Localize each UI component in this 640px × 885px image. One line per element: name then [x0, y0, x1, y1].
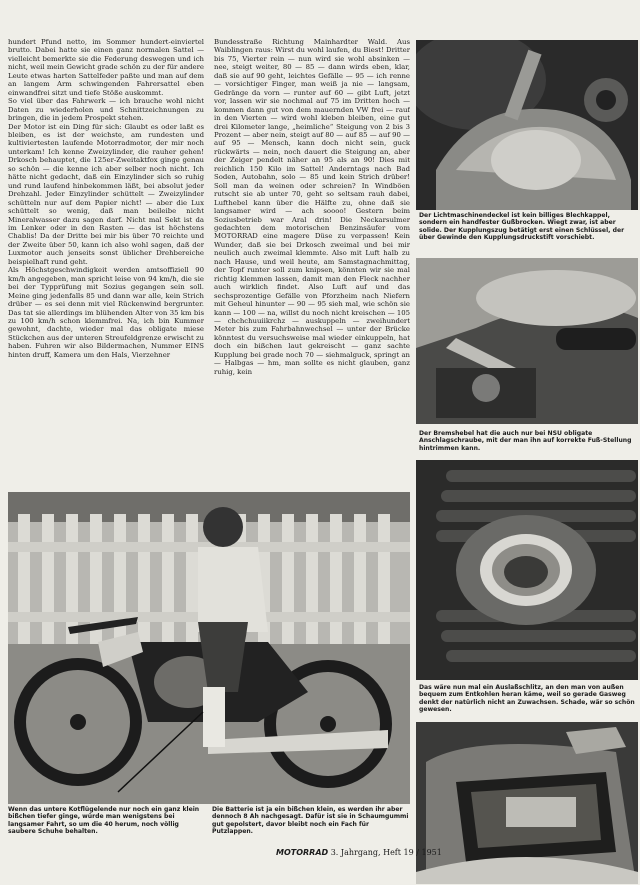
article-column-2 [214, 38, 410, 496]
article-column-1 [8, 38, 204, 496]
caption-brake-pedal: Der Bremshebel hat die auch nur bei NSU obligate Anschlagschraube, mit der man ihn auf korrekte Fuß-Stellung hintrimmen kann. [419, 430, 632, 452]
magazine-brand: MOTORRAD [276, 848, 329, 857]
paragraph: Bundesstraße Richtung Mainhardter Wald. Aus Waiblingen raus: Wirst du wohl laufen, du Biest! Dritter bis 75, Vierter rein — nun wird sie wohl absinken — nee, steigt weiter, 80 — 85 — dann wirds eben, klar, daß sie auf 90 geht, leichtes Gefälle — 95 — ich renne — vorsichtiger Finger, man weiß ja nie — langsam, Gedränge da vorn — runter auf 60 — gibt Luft, jetzt vor, lassen wir sie nochmal auf 75 im Dritten hoch — kommen dann gut von dem mauernden VW frei — rauf in den Vierten — wird wohl kleben bleiben, eine gut drei Kilometer lange, „heimliche“ Steigung von 2 bis 3 Prozent — aber nein, steigt auf 80 — auf 85 — auf 90 — auf 95 — Mensch, kann doch nicht sein, guck rückwärts — nein, noch dauert die Steigung an, aber der Zeiger pendelt näher an 95 als an 90! Dies mit reichlich 150 Kilo im Sattel! Anderntags nach Bad Soden, Autobahn, solo — 85 und kein Strich drüber! Soll man da weinen oder schreien? In Windböen rutscht sie ab unter 70, geht so seltsam rauh dabei, Lufthebel kann über die Hälfte zu, ohne daß sie langsamer wird — ach soooo! Gestern beim Soziusbetrieb war Aral drin! Die Neckarsulmer gedachten dem motorischen Benzinsäufer vom MOTORRAD eine magere Düse zu verpassen! Kein Wunder, daß sie bei Drkosch zweimal und bei mir neulich auch zweimal klemmte. Also mit Luft halb zu nach Hause, und weil heute, am Samstagnachmittag, der Topf runter soll zum knipsen, könnten wir sie mal richtig klemmen lassen, damit man den Fleck nachher auch wirklich findet. Also Luft auf und das sechsprozentige Gefälle von Pforzheim nach Niefern mit Geheul hinunter — 90 — 95 sieh mal, wie schön sie kann — 100 — na, willst du noch nicht kreischen — 105 — chchchuuiikrchz — auskuppeln — zweihundert Meter bis zum Fahrbahnwechsel — unter der Brücke könntest du versuchsweise mal wieder einkuppeln, hat doch ein bißchen laut gekreischt — ganz sachte Kupplung bei grade noch 70 — siehmalguck, springt an — Halbgas — hm, man sollte es nicht glauben, ganz ruhig, kein [214, 38, 410, 376]
photo-cylinder-exhaust-port [416, 460, 638, 680]
photo-battery-compartment [416, 722, 638, 884]
photo-rider-on-motorcycle [8, 492, 410, 804]
caption-mudguard: Wenn das untere Kotflügelende nur noch ein ganz klein bißchen tiefer ginge, würde man wenigstens bei langsamer Fahrt, so um die 40 herum, noch völlig saubere Schuhe behalten. [8, 806, 200, 836]
issue-info: 3. Jahrgang, Heft 19 / 1951 [330, 848, 442, 857]
photo-brake-pedal [416, 258, 638, 424]
paragraph: hundert Pfund netto, im Sommer hundert-einviertel brutto. Dabei hatte sie einen ganz normalen Sattel — vielleicht bemerkte sie die Federung deswegen und ich nicht, weil mein Gewicht grade schön zu der für andere Leute etwas harten Sattelfeder paßte und man auf dem an langem Arm schwingenden Fahrersattel eben einwandfrei sitzt und tiefe Stöße auskommt. [8, 38, 204, 97]
paragraph: Der Motor ist ein Ding für sich: Glaubt es oder laßt es bleiben, es ist der weichste, am rundesten und kultiviertesten laufende Motorradmotor, der mir noch unterkam! Ich kenne Zweizylinder, die rauher gehen! Drkosch behauptet, die 125er-Zweitaktfox ginge genau so schön — die kenne ich aber selber noch nicht. Ich hätte nicht gedacht, daß ein Einzylinder sich so ruhig und rund laufend hinbekommen läßt, bei absolut jeder Drehzahl. Jeder Einzylinder schüttelt — Zweizylinder schütteln nur auf dem Papier nicht! — aber die Lux schüttelt so wenig, daß man beileibe nicht Mineralwasser dazu sagen darf. Nicht mal Sekt ist da im Lenker oder in den Rasten — das ist höchstens Chablis! Da der Dritte bei mir bis über 70 reichte und der Zweite über 50, kann ich also wohl sagen, daß der Luxmotor auch jenseits sonst üblicher Drehbereiche beispielhaft rund geht. [8, 122, 204, 266]
paragraph: Als Höchstgeschwindigkeit werden amtsoffiziell 90 km/h angegeben, man spricht leise von 94 km/h, die sie bei der Typprüfung mit Sozius gegangen sein soll. Meine ging jedenfalls 85 und dann war alle, kein Strich drüber — es sei denn mit viel Rückenwind bergrunter. Das tat sie allerdings im blühenden Alter von 35 km bis zu 100 km/h schon klemmfrei. Na, ich bin Kummer gewohnt, dachte, wieder mal das obligate miese Stückchen aus der unteren Streufeldgrenze erwischt zu haben. Fuhren wir also Bildermachen, Nummer EINS hinten druff, Kamera um den Hals, Vierzehner [8, 266, 204, 359]
caption-alternator-cover: Der Lichtmaschinendeckel ist kein billiges Blechkappel, sondern ein handfester Gußbrocken. Wiegt zwar, ist aber solide. Der Kupplungszug betätigt erst einen Schlüssel, der über Gewinde den Kupplungsdruckstift vorschiebt. [419, 212, 625, 242]
caption-battery: Die Batterie ist ja ein bißchen klein, es werden ihr aber dennoch 8 Ah nachgesagt. Dafür ist sie in Schaumgummi gut gepolstert, davor bleibt noch ein Fach für Putzlappen. [212, 806, 409, 836]
caption-exhaust-port: Das wäre nun mal ein Auslaßschlitz, an den man von außen bequem zum Entkohlen heran käme, weil so gerade Gasweg denkt der natürlich nicht an Zuwachsen. Schade, wär so schön gewesen. [419, 684, 635, 714]
photo-alternator-cover [416, 40, 638, 210]
paragraph: So viel über das Fahrwerk — ich brauche wohl nicht Daten zu wiederholen und Schnittzeichnungen zu bringen, die in jedem Prospekt stehen. [8, 97, 204, 123]
page-footer [276, 848, 442, 857]
